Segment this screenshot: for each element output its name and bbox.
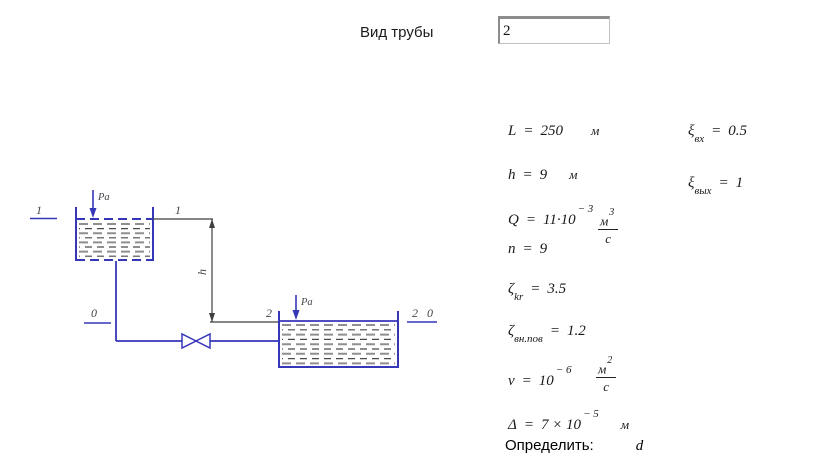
section-2-right-label: 2 [412,306,418,320]
param-h: h = 9 м [508,167,578,183]
param-L-symbol: L [508,123,517,139]
section-0-left-label: 0 [91,306,97,320]
lower-tank [279,311,398,368]
param-nu: $\nu = 10^{- 6}$ [508,364,572,389]
param-delta-unit: м [620,417,630,432]
section-0-right-label: 0 [427,306,433,320]
param-zeta-kr: $\zeta_{kr} = 3.5$ [508,281,567,303]
param-xi-out: $\xi_{вых} = 1$ [688,175,744,197]
param-zeta-kr-value: 3.5 [547,281,567,297]
upper-tank [76,207,153,261]
param-zeta-vn-pov-value: 1.2 [566,323,586,339]
param-L: L = 250 м [508,123,600,139]
pipe-type-label: Вид трубы [360,24,434,41]
upper-tank-water-hatch [79,224,150,256]
param-n: n = 9 [508,241,548,257]
param-zeta-vn-pov: $\zeta_{вн.пов} = 1.2$ [508,323,586,345]
param-Q-unit-fraction: $м^3$ с [598,210,618,246]
param-L-value: 250 [540,123,563,139]
valve-icon [182,334,210,348]
h-dimension-label: h [195,269,209,275]
atmospheric-pressure-arrow-upper [90,190,110,218]
param-n-value: 9 [539,241,548,257]
dim-arrow-down-icon [209,313,215,322]
param-delta-value: 7 × 10 [540,417,582,433]
param-nu-unit-fraction: $м^2$ с [596,358,616,394]
dim-arrow-up-icon [209,219,215,228]
hydraulic-scheme [0,150,470,430]
pa-lower-label: Pa [301,297,313,308]
param-delta: $\Delta = 7 \times 10^{- 5}м$ [508,408,630,433]
param-nu-value: 10 [538,373,554,389]
determine-target: d [635,438,644,454]
parameters-panel [495,110,817,472]
param-xi-out-value: 1 [735,175,744,191]
param-xi-in: $\xi_{вх} = 0.5$ [688,123,747,145]
section-1-right-label: 1 [175,203,181,217]
param-xi-in-value: 0.5 [728,123,747,139]
param-L-unit: м [590,123,600,138]
section-2-left-label: 2 [266,306,272,320]
arrow-down-icon [293,310,300,320]
determine-row [505,437,643,455]
param-Q-value: 11·10 [542,212,576,228]
param-Q: $Q = 11\cdot 10^{- 3}$ [508,203,594,228]
atmospheric-pressure-arrow-lower [293,295,313,320]
param-h-unit: м [569,167,578,182]
param-h-value: 9 [539,167,548,183]
arrow-down-icon [90,208,97,218]
pa-upper-label: Pa [98,192,110,203]
lower-tank-water-hatch [282,325,395,363]
determine-label: Определить: [505,437,594,454]
h-dimension [195,219,215,322]
section-1-left-label: 1 [36,203,42,217]
pipe-type-input[interactable] [498,16,610,44]
